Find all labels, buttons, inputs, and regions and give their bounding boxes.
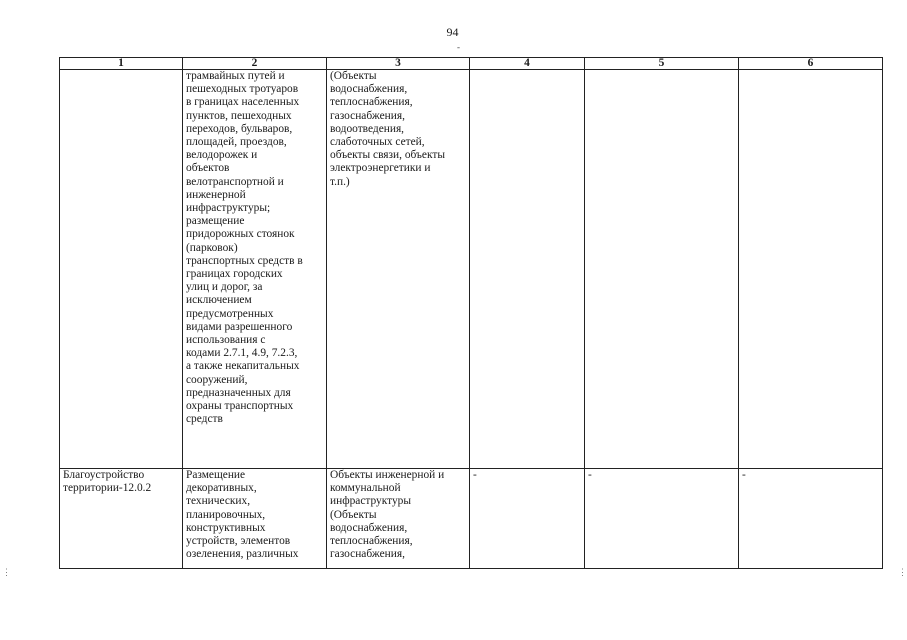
cell-use-type <box>60 70 183 469</box>
cell-column-5: - <box>585 469 739 569</box>
cell-column-4: - <box>470 469 585 569</box>
page-number: 94 <box>446 25 459 39</box>
cell-column-6 <box>739 70 883 469</box>
cell-use-type: Благоустройство территории-12.0.2 <box>60 469 183 569</box>
page-tick-mark: - <box>457 42 460 52</box>
cell-permitted-objects: (Объекты водоснабжения, теплоснабжения, газоснабжения, водоотведения, слаботочных сетей, объекты связи, объекты электроэнергетики и т.п.) <box>327 70 470 469</box>
column-header-2: 2 <box>183 58 327 70</box>
column-header-5: 5 <box>585 58 739 70</box>
column-header-3: 3 <box>327 58 470 70</box>
cell-column-4 <box>470 70 585 469</box>
cell-column-6: - <box>739 469 883 569</box>
cell-use-description: Размещение декоративных, технических, планировочных, конструктивных устройств, элементов озеленения, различных <box>183 469 327 569</box>
land-use-table <box>59 57 883 569</box>
left-margin-mark: ⋮ <box>2 567 11 577</box>
cell-use-description: трамвайных путей и пешеходных тротуаров в границах населенных пунктов, пешеходных переходов, бульваров, площадей, проездов, велодорожек и объектов велотранспортной и инженерной инфраструктуры; размещение придорожных стоянок (парковок) транспортных средств в границах городских улиц и дорог, за исключением предусмотренных видами разрешенного использования с кодами 2.7.1, 4.9, 7.2.3, а также некапитальных сооружений, предназначенных для охраны транспортных средств <box>183 70 327 469</box>
column-header-4: 4 <box>470 58 585 70</box>
cell-permitted-objects: Объекты инженерной и коммунальной инфраструктуры (Объекты водоснабжения, теплоснабжения, газоснабжения, <box>327 469 470 569</box>
table-row <box>60 70 883 469</box>
table-row <box>60 469 883 569</box>
cell-column-5 <box>585 70 739 469</box>
table-header-row <box>60 58 883 70</box>
column-header-6: 6 <box>739 58 883 70</box>
right-margin-mark: ⋮ <box>898 567 907 577</box>
column-header-1: 1 <box>60 58 183 70</box>
